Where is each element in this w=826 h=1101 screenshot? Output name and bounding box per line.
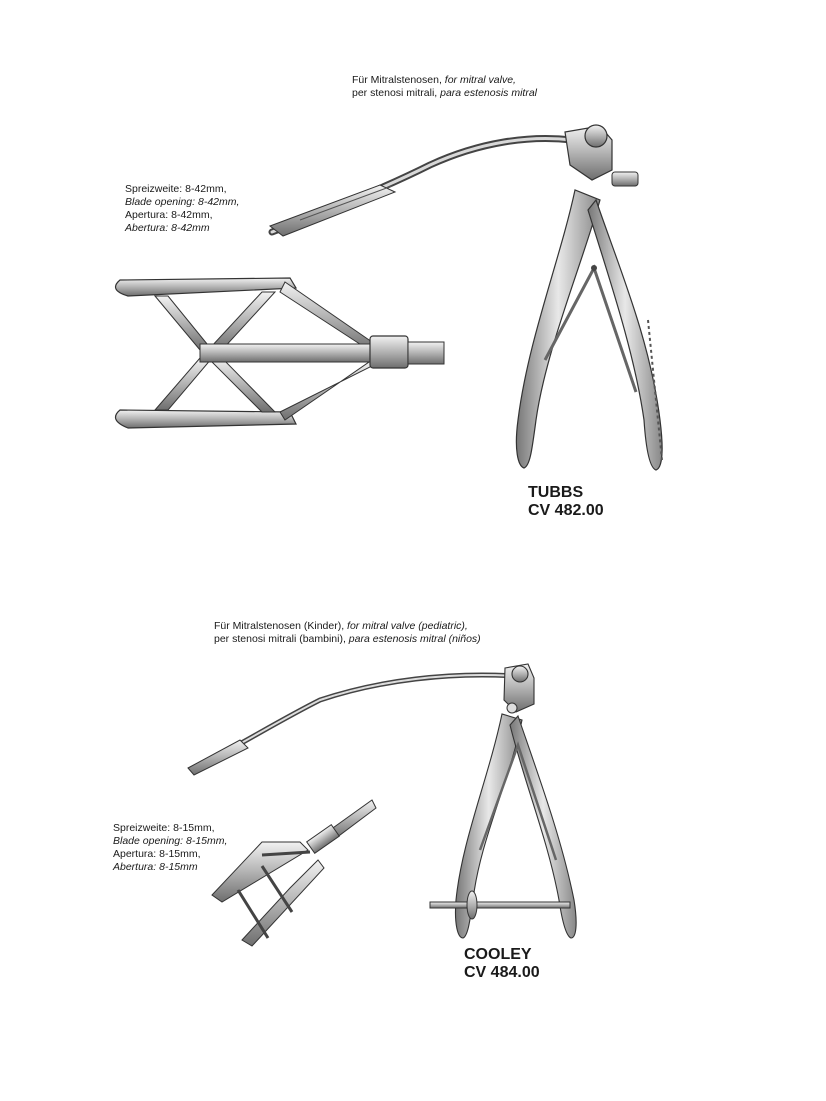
spec-en: Blade opening: 8-15mm, bbox=[113, 835, 228, 847]
spec-it: Apertura: 8-15mm, bbox=[113, 848, 201, 860]
cooley-blades-detail bbox=[212, 800, 376, 946]
caption-line2-italic: para estenosis mitral bbox=[440, 87, 537, 99]
caption-line2-italic: para estenosis mitral (niños) bbox=[348, 633, 481, 645]
caption-line1-regular: Für Mitralstenosen, bbox=[352, 74, 445, 86]
cooley-model bbox=[464, 946, 540, 982]
product-name: TUBBS bbox=[528, 484, 584, 501]
tubbs-dilator-image bbox=[270, 125, 662, 470]
cooley-dilator-image bbox=[188, 664, 576, 938]
tubbs-model bbox=[528, 484, 604, 520]
cooley-caption bbox=[214, 620, 481, 646]
caption-line1-italic: for mitral valve (pediatric), bbox=[347, 620, 468, 632]
tubbs-blades-detail bbox=[116, 278, 445, 428]
spec-es: Abertura: 8-42mm bbox=[125, 222, 210, 234]
caption-line2-regular: per stenosi mitrali, bbox=[352, 87, 441, 99]
product-name: COOLEY bbox=[464, 946, 532, 963]
caption-line1-regular: Für Mitralstenosen (Kinder), bbox=[214, 620, 348, 632]
caption-line1-italic: for mitral valve, bbox=[444, 74, 516, 86]
caption-line2-regular: per stenosi mitrali (bambini), bbox=[214, 633, 349, 645]
product-code: CV 482.00 bbox=[528, 502, 604, 519]
spec-en: Blade opening: 8-42mm, bbox=[125, 196, 240, 208]
cooley-specs bbox=[113, 822, 227, 874]
tubbs-specs bbox=[125, 183, 239, 235]
spec-de: Spreizweite: 8-42mm, bbox=[125, 183, 227, 195]
spec-de: Spreizweite: 8-15mm, bbox=[113, 822, 215, 834]
spec-es: Abertura: 8-15mm bbox=[113, 861, 198, 873]
tubbs-caption bbox=[352, 74, 537, 100]
spec-it: Apertura: 8-42mm, bbox=[125, 209, 213, 221]
product-code: CV 484.00 bbox=[464, 964, 540, 981]
